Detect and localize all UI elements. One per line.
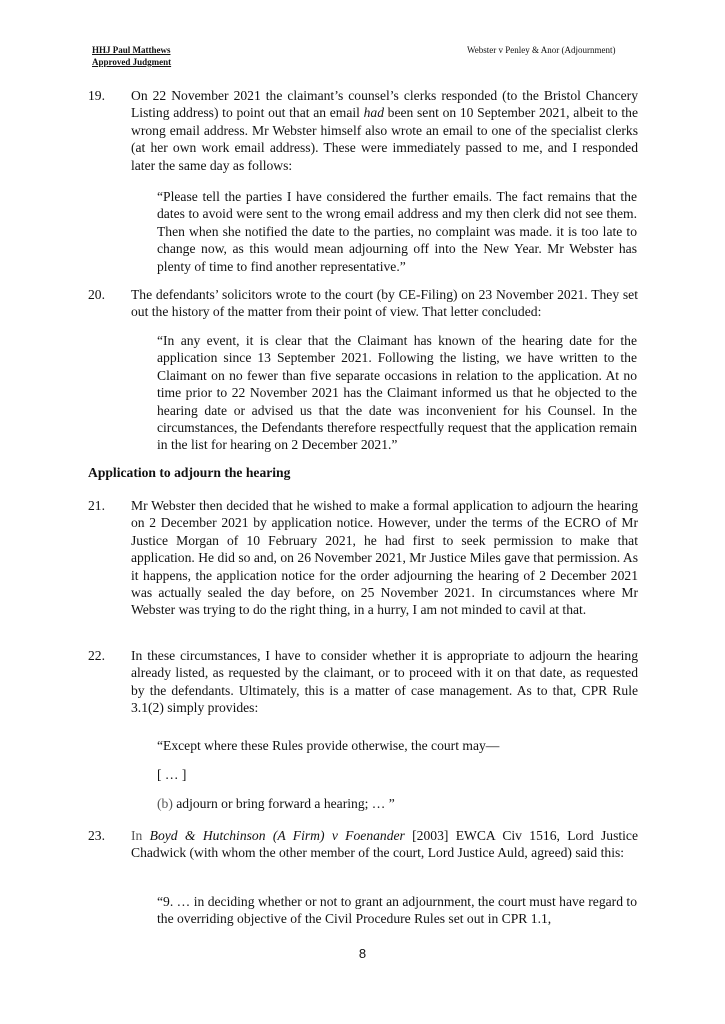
quote-22-line3: (b) adjourn or bring forward a hearing; … ” — [157, 796, 395, 811]
paragraph-20 — [88, 286, 638, 321]
judge-name: HHJ Paul Matthews — [92, 45, 171, 55]
quote-22-line2: [ … ] — [157, 767, 187, 782]
paragraph-body: On 22 November 2021 the claimant’s counsel’s clerks responded (to the Bristol Chancery Listing address) to point out that an email had been sent on 10 September 2021, albeit to the wrong email address. Mr Webster himself also wrote an email to one of the specialist clerks (at her own work email address). These were immediately passed to me, and I responded later the same day as follows: — [131, 88, 638, 173]
paragraph-number: 20. — [88, 287, 105, 302]
paragraph-number: 21. — [88, 498, 105, 513]
paragraph-body: Mr Webster then decided that he wished to make a formal application to adjourn the hearing on 2 December 2021 by application notice. However, under the terms of the ECRO of Mr Justice Morgan of 10 February 2021, he had first to seek permission to make that application. He did so and, on 26 November 2021, Mr Justice Miles gave that permission. As it happens, the application notice for the order adjourning the hearing of 2 December 2021 was actually sealed the day before, on 25 November 2021. In circumstances where Mr Webster was trying to do the right thing, in a hurry, I am not minded to cavil at that. — [131, 498, 638, 618]
header-left — [92, 44, 171, 68]
quote-22-line1: “Except where these Rules provide otherwise, the court may— — [157, 738, 500, 753]
quote-19: “Please tell the parties I have considered the further emails. The fact remains that the dates to avoid were sent to the wrong email address and my then clerk did not see them. Then when she notified the date to the parties, no complaint was made. it is too late to change now, as this would mean adjourning off into the New Year. Mr Webster has plenty of time to find another representative.” — [157, 189, 637, 274]
case-title: Webster v Penley & Anor (Adjournment) — [467, 45, 616, 55]
paragraph-22 — [88, 647, 638, 717]
list-marker: (b) — [157, 796, 173, 811]
emphasis: had — [363, 105, 384, 121]
judgment-status: Approved Judgment — [92, 57, 172, 67]
paragraph-number: 19. — [88, 88, 105, 103]
quote-23: “9. … in deciding whether or not to grant an adjournment, the court must have regard to the overriding objective of the Civil Procedure Rules set out in CPR 1.1, — [157, 894, 637, 927]
paragraph-21 — [88, 497, 638, 619]
paragraph-23 — [88, 827, 638, 862]
paragraph-number: 22. — [88, 648, 105, 663]
section-heading: Application to adjourn the hearing — [88, 465, 291, 480]
paragraph-body: In Boyd & Hutchinson (A Firm) v Foenander [2003] EWCA Civ 1516, Lord Justice Chadwick (with whom the other member of the court, Lord Justice Auld, agreed) said this: — [131, 828, 638, 861]
paragraph-19 — [88, 87, 638, 174]
paragraph-body: The defendants’ solicitors wrote to the court (by CE-Filing) on 23 November 2021. They set out the history of the matter from their point of view. That letter concluded: — [131, 287, 638, 320]
paragraph-number: 23. — [88, 828, 105, 843]
page-number: 8 — [358, 946, 367, 961]
paragraph-body: In these circumstances, I have to consider whether it is appropriate to adjourn the hearing already listed, as requested by the claimant, or to proceed with it on that date, as requested by the defendants. Ultimately, this is a matter of case management. As to that, CPR Rule 3.1(2) simply provides: — [131, 648, 638, 716]
quote-20: “In any event, it is clear that the Claimant has known of the hearing date for the application since 13 September 2021. Following the listing, we have written to the Claimant on no fewer than five separate occasions in relation to the application. At no time prior to 22 November 2021 has the Claimant informed us that he objected to the hearing date or advised us that the date was inconvenient for his Counsel. In the circumstances, the Defendants therefore respectfully request that the application remain in the list for hearing on 2 December 2021.” — [157, 333, 637, 453]
case-citation: Boyd & Hutchinson (A Firm) v Foenander — [149, 828, 405, 843]
